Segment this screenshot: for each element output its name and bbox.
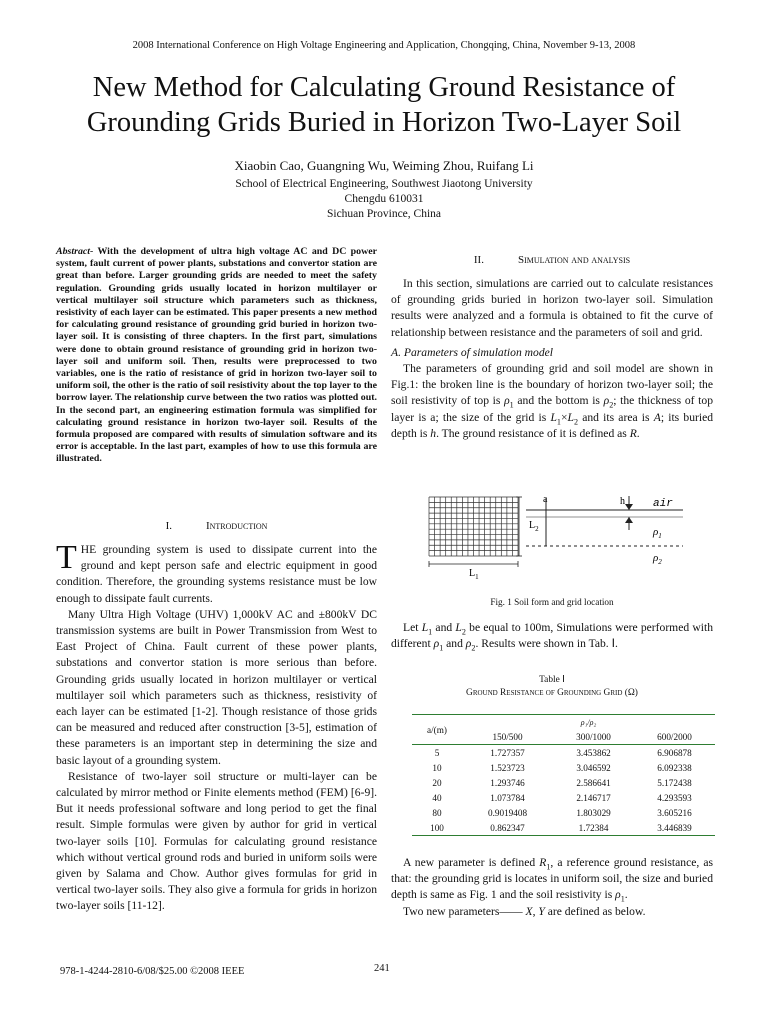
table-row (412, 790, 715, 805)
figure-1-diagram (391, 488, 713, 588)
p4-rho1-sub: 1 (620, 894, 625, 904)
p2-L1: L (550, 410, 557, 424)
intro-paragraph-1-text: HE grounding system is used to dissipate current into the ground and kept person safe and electric equipment in good condition. Therefore, the grounding systems resistance must be low enough to dissipate fault currents. (56, 543, 377, 605)
label-rho2-main: ρ (653, 552, 659, 564)
affiliation-line-1: School of Electrical Engineering, Southwest Jiaotong University (235, 178, 533, 190)
p4-text-3: . (624, 888, 628, 902)
p4-text-1: A new parameter is defined (403, 856, 540, 869)
p4-rho1: ρ (615, 888, 621, 902)
label-rho1-sub: 1 (658, 532, 662, 540)
intro-paragraph-1 (56, 539, 377, 607)
p3-rho1: ρ (433, 637, 440, 651)
table-col-header: 150/500 (492, 731, 523, 742)
p3-L1-sub: 1 (428, 627, 433, 637)
label-L2-sub: 2 (535, 525, 539, 533)
p2-h: h (430, 426, 437, 440)
table-cell: 2.586641 (576, 777, 611, 788)
p5-text-1: Two new parameters—— (403, 904, 526, 918)
affiliation-line-2: Chengdu 610031 (344, 193, 424, 205)
table-cell: 2.146717 (576, 792, 611, 803)
p3-L1: L (421, 621, 429, 634)
table-cell: 100 (430, 822, 444, 833)
intro-paragraph-2: Many Ultra High Voltage (UHV) 1,000kV AC and ±800kV DC transmission systems are built in Power Transmission from West to East Project of China. Fault current of these power plants, substations and convertor station is more serious than before. Grounding grids usually located in horizon multilayer or vertical multilayer soil which parameters such as thickness, resistivity of each layer can be estimated [1-2]. Though resistance of those grids can be measured and reduced after construction [3-5], estimation of these parameters is an important step in determining the size and basic layout of a grounding system. (56, 607, 377, 767)
table-cell: 3.605216 (657, 807, 692, 818)
table-cell: 3.446839 (657, 822, 692, 833)
table-cell: 4.293593 (657, 792, 692, 803)
label-rho1-main: ρ (653, 526, 659, 538)
section-1-number: I. (165, 520, 172, 532)
p2-rho2-sub: 2 (609, 400, 614, 410)
p5-text-2: , (532, 904, 539, 918)
simulation-paragraph-3 (391, 620, 713, 652)
p2-L1-sub: 1 (556, 416, 561, 426)
label-L1-main: L (469, 568, 476, 579)
table-col-header: 600/2000 (657, 731, 692, 742)
p4-R1: R (539, 856, 547, 869)
table-header-a: a/(m) (427, 724, 447, 735)
section-2-body-bottom (391, 855, 713, 920)
label-air: air (653, 498, 673, 510)
results-table (412, 714, 715, 836)
p2-text-3: ; the thickness of top layer is a; the size of the grid is (391, 394, 713, 424)
table-cell: 10 (432, 762, 442, 773)
h-arrowhead-top (625, 504, 633, 510)
abstract-body: With the development of ultra high voltage AC and DC power system, fault current of power plants, substations and convertor station are great than before. Larger grounding grids are needed to meet the safety regulation. Grounding grids usually located in horizon multilayer or vertical multilayer soil structure which parameters such as thickness, resistivity of each layer can be estimated. This paper presents a new method for calculating ground resistance of grounding grid buried in horizon two-layer soil. It is consisting of three chapters. In the first part, simulations were done to obtain ground resistance of grounding grid in horizon two-layer soil and uniform soil. Then, results were preprocessed to two variables, one is the ratio of resistance of grid in horizon two-layer soil to uniform soil, the other is the ratio of soil resistivity about the top layer to the borrow layer. The relationship curve between the two ratios was plotted out. In the second part, an engineering estimation formula was simplified for calculating ground resistance in horizon two-layer soil. Results of the formula proposed are compared with results of simulation software and its error is acceptable. In the last part, examples of how to use this formula are illustrated. (56, 246, 377, 465)
table-cell: 1.073784 (490, 792, 525, 803)
subsection-a-heading: A. Parameters of simulation model (391, 345, 553, 359)
p2-text-6: . The ground resistance of it is defined as (436, 426, 630, 440)
intro-paragraph-3: Resistance of two-layer soil structure or multi-layer can be calculated by mirror method or Finite elements method (FEM) [6-9]. But it needs professional software and long period to get the final result. Simple formulas were given by author for grid in vertical two-layer soils [10]. Formulas for calculating ground resistance which without vertical ground rods and buried in uniform soils were given by Salama and Chow. Author gives formulas for grid in vertical two-layer soils. They also give a formula for grids in horizon two-layer soils [11-12]. (56, 769, 377, 913)
table-cell: 0.9019408 (488, 807, 528, 818)
drop-cap: T (56, 539, 77, 576)
simulation-paragraph-2 (391, 361, 713, 442)
p2-times: × (560, 410, 568, 424)
table-title: Ground Resistance of Grounding Grid (Ω) (466, 688, 638, 698)
table-cell: 80 (432, 807, 442, 818)
simulation-paragraph-1: In this section, simulations are carried out to calculate resistances of grounding grids buried in horizon two-layer soil. Simulation results were analyzed and a formula is obtained to fit the curve of relationship between resistance and the parameters of soil and grid. (391, 277, 713, 339)
section-2-title: Simulation and analysis (517, 254, 631, 266)
authors: Xiaobin Cao, Guangning Wu, Weiming Zhou, Ruifang Li (234, 158, 534, 173)
section-1-body (56, 539, 377, 915)
grounding-grid (429, 497, 518, 556)
p2-text-4: and its area is (578, 410, 654, 424)
p2-rho1: ρ (504, 394, 510, 408)
section-1-title: Introduction (205, 520, 268, 532)
p2-text-1: The parameters of grounding grid and soil model are shown in Fig.1: the broken line is the boundary of horizon two-layer soil; the soil resistivity of top is (391, 362, 713, 408)
conference-header: 2008 International Conference on High Voltage Engineering and Application, Chongqing, China, November 9-13, 2008 (132, 40, 636, 51)
section-2-body-mid (391, 620, 713, 652)
p3-L2: L (455, 621, 462, 634)
table-cell: 6.092338 (657, 762, 692, 773)
title-line-1: New Method for Calculating Ground Resistance of (92, 72, 676, 103)
p3-rho2-sub: 2 (471, 643, 476, 653)
label-rho1 (652, 526, 662, 540)
affiliation-line-3: Sichuan Province, China (326, 208, 442, 220)
label-a: a (543, 494, 548, 505)
table-row (412, 820, 715, 836)
p3-rho1-sub: 1 (439, 643, 444, 653)
h-arrowhead-bottom (625, 517, 633, 523)
table-cell: 1.293746 (490, 777, 525, 788)
table-row (412, 775, 715, 790)
table-cell: 1.727357 (490, 747, 525, 758)
p4-R1-sub: 1 (546, 862, 551, 872)
table-cell: 1.72384 (578, 822, 609, 833)
p3-text-4: and (443, 637, 466, 651)
table-header-ratio: ρ₁/ρ₂ (580, 717, 597, 727)
p5-text-3: are defined as below. (544, 904, 646, 918)
p2-rho2: ρ (603, 394, 610, 408)
table-row (412, 805, 715, 820)
title-line-2: Grounding Grids Buried in Horizon Two-Layer Soil (86, 107, 682, 138)
label-L2-main: L (529, 520, 536, 531)
p2-R: R (629, 426, 637, 440)
label-rho2-sub: 2 (658, 558, 662, 566)
p2-A: A (653, 410, 661, 424)
table-cell: 1.523723 (490, 762, 525, 773)
table-row (412, 745, 715, 761)
table-row (412, 760, 715, 775)
p3-rho2: ρ (465, 637, 472, 651)
table-cell: 40 (432, 792, 442, 803)
p2-text-7: . (636, 426, 640, 440)
table-cell: 3.453862 (576, 747, 611, 758)
p3-L2-sub: 2 (461, 627, 466, 637)
section-2-body-top (391, 276, 713, 442)
abstract (56, 246, 377, 466)
paper-title (20, 70, 748, 140)
label-rho2 (652, 552, 662, 566)
table-cell: 6.906878 (657, 747, 692, 758)
label-L1 (469, 568, 479, 581)
footer-isbn: 978-1-4244-2810-6/08/$25.00 ©2008 IEEE (60, 966, 245, 977)
p4-text-2: , a reference ground resistance, as that: the grounding grid is locates in uniform soil, the size and buried depth is same as Fig. 1 and the soil resistivity is (391, 856, 713, 902)
p3-text-3: be equal to 100m, Simulations were performed with different (391, 621, 713, 651)
table-cell: 3.046592 (576, 762, 611, 773)
p3-text-5: . Results were shown in Tab. Ⅰ. (475, 637, 618, 651)
p2-rho1-sub: 1 (509, 400, 514, 410)
p5-Y: Y (538, 904, 545, 918)
p3-text-1: Let (403, 621, 422, 634)
label-L1-sub: 1 (475, 573, 479, 581)
table-cell: 1.803029 (576, 807, 611, 818)
table-cell: 5 (434, 747, 440, 758)
simulation-paragraph-4 (391, 855, 713, 904)
abstract-lead: Abstract- (56, 246, 94, 257)
label-L2 (529, 520, 539, 533)
label-h: h (620, 496, 625, 507)
section-2-heading (391, 254, 713, 266)
section-2-number: II. (473, 254, 484, 266)
table-cell: 20 (432, 777, 442, 788)
p3-text-2: and (432, 621, 456, 634)
p2-L2: L (567, 410, 574, 424)
table-cell: 0.862347 (490, 822, 525, 833)
section-1-heading (56, 520, 377, 532)
page-number: 241 (374, 963, 390, 974)
table-label: Table Ⅰ (539, 675, 565, 685)
p2-text-5: ; its buried depth is (391, 410, 714, 440)
simulation-paragraph-5 (391, 904, 713, 920)
p2-L2-sub: 2 (573, 416, 579, 426)
table-cell: 5.172438 (657, 777, 692, 788)
figure-1-caption: Fig. 1 Soil form and grid location (490, 597, 614, 607)
p2-text-2: and the bottom is (513, 394, 604, 408)
table-col-header: 300/1000 (576, 731, 611, 742)
p5-X: X (525, 904, 533, 918)
